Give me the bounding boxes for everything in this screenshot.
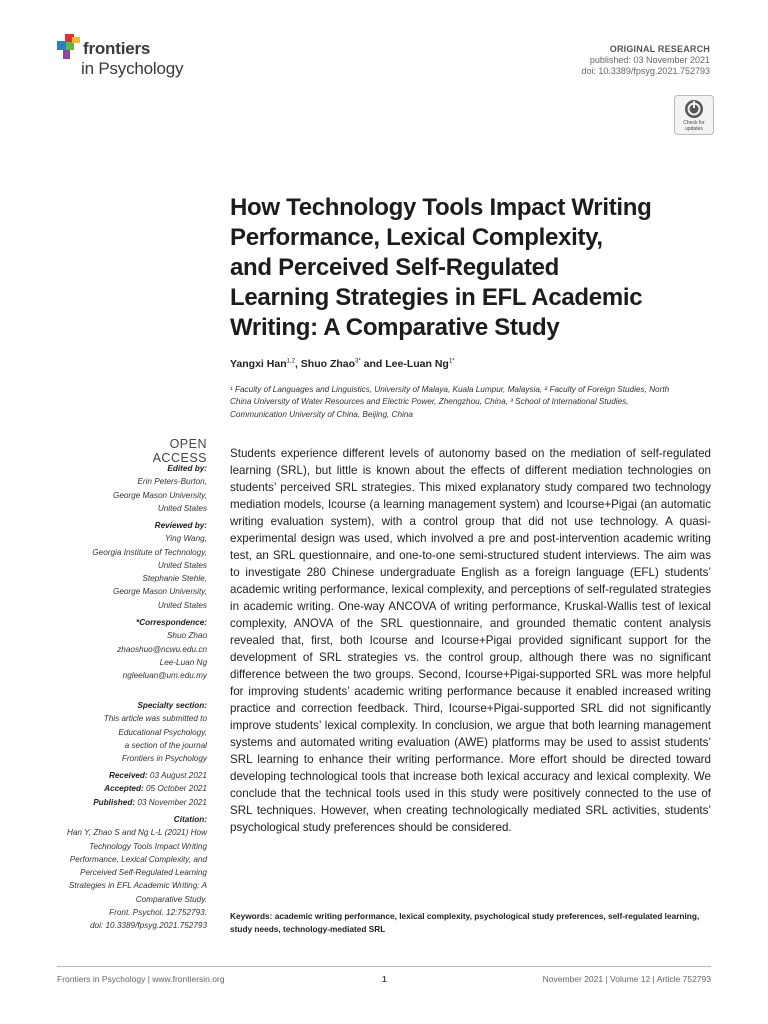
editor-line: George Mason University, bbox=[112, 490, 207, 500]
received-date: 03 August 2021 bbox=[147, 771, 207, 780]
article-type: ORIGINAL RESEARCH bbox=[609, 44, 710, 54]
affiliation-line: ¹ Faculty of Languages and Linguistics, University of Malaya, Kuala Lumpur, Malaysia, ² Faculty of Foreign Studies, North bbox=[230, 385, 670, 394]
specialty-section bbox=[50, 699, 207, 765]
affiliation-line: Communication University of China, Beijing, China bbox=[230, 409, 413, 419]
specialty-label: Specialty section: bbox=[137, 701, 207, 710]
citation-label: Citation: bbox=[173, 815, 207, 824]
citation-line: Strategies in EFL Academic Writing: A bbox=[68, 881, 207, 891]
reviewer-line: Stephanie Stehle, bbox=[142, 574, 207, 584]
reviewer-line: George Mason University, bbox=[112, 587, 207, 597]
footer-journal[interactable]: Frontiers in Psychology | www.frontiersin.org bbox=[57, 974, 225, 984]
citation-line: Technology Tools Impact Writing bbox=[89, 841, 207, 851]
title-line: Learning Strategies in EFL Academic bbox=[230, 284, 643, 311]
article-title bbox=[230, 193, 720, 343]
correspondence-email[interactable]: ngleeluan@um.edu.my bbox=[122, 671, 207, 681]
citation-line: Perceived Self-Regulated Learning bbox=[80, 868, 207, 878]
journal-logo bbox=[57, 33, 207, 79]
author-affil-sup: 1,2 bbox=[286, 358, 295, 365]
title-line: and Perceived Self-Regulated bbox=[230, 254, 560, 281]
edited-by-section bbox=[50, 462, 207, 515]
abstract-text: Students experience different levels of autonomy based on the mediation of self-regulated learning (SRL), but little is known about the effects of different mediation technologies on students’ perceived SRL strategies. This mixed explanatory study compared two technology mediation models, Icourse (a learning management system) and Icourse+Pigai (an automatic writing evaluation system), with a control group that did not use technology. A quasi-experimental design was used, which involved a pre and post-intervention academic writing test, an SRL questionnaire, and one-to-one semi-structured student interviews. The aim was to investigate 280 Chinese undergraduate English as a foreign language (EFL) students’ academic writing performance, lexical complexity, and perceptions of self-regulated strategies in academic writing. One-way ANCOVA of writing performance, Kruskal-Wallis test of lexical complexity, ANOVA of the SRL questionnaire, and grounded thematic content analysis revealed that, first, both Icourse and Icourse+Pigai provided significant support for the development of SRL strategies vs. the control group, although there was no significant difference between the two groups. Second, Icourse+Pigai-supported SRL was more helpful for improving students’ academic writing performance because it enabled increased writing practice and correction feedback. Third, Icourse+Pigai-supported SRL did not significantly improve students’ lexical complexity. In conclusion, we argue that both learning management systems and automated writing evaluation (AWE) platforms may be used to assist students’ SRL learning to enhance their writing performance. More effort should be directed toward developing technological tools that increase both lexical accuracy and lexical complexity. We conclude that the technical tools used in this study were positively connected to the use of SRL techniques. However, when creating technologically mediated SRL activities, students’ psychological study preferences should be considered. bbox=[230, 447, 711, 834]
keywords: Keywords: academic writing performance, lexical complexity, psychological study preferences, self-regulated learning, study needs, technology-mediated SRL bbox=[230, 911, 700, 934]
affiliations bbox=[230, 384, 715, 421]
reviewer-line: Ying Wang, bbox=[164, 534, 207, 544]
check-for-updates-badge[interactable] bbox=[674, 95, 714, 135]
author-separator: , bbox=[294, 358, 301, 370]
correspondence-email[interactable]: zhaoshuo@ncwu.edu.cn bbox=[117, 644, 207, 654]
doi[interactable]: doi: 10.3389/fpsyg.2021.752793 bbox=[581, 66, 710, 76]
check-updates-icon bbox=[684, 99, 704, 119]
editor-line: Erin Peters-Burton, bbox=[137, 477, 207, 487]
dates-section bbox=[50, 769, 207, 809]
author-affil-sup: 3* bbox=[355, 358, 361, 365]
author-name[interactable]: Lee-Luan Ng bbox=[385, 358, 449, 370]
correspondence-section bbox=[50, 616, 207, 682]
footer-divider bbox=[57, 966, 711, 967]
reviewed-by-label: Reviewed by: bbox=[154, 521, 207, 530]
citation-section bbox=[50, 813, 207, 933]
author-separator: and bbox=[360, 358, 386, 370]
specialty-line: Frontiers in Psychology bbox=[121, 754, 207, 764]
correspondence-label: *Correspondence: bbox=[136, 618, 207, 627]
page-number: 1 bbox=[382, 974, 387, 984]
title-line: How Technology Tools Impact Writing bbox=[230, 194, 652, 221]
author-name[interactable]: Shuo Zhao bbox=[300, 358, 356, 370]
citation-line: Performance, Lexical Complexity, and bbox=[69, 854, 207, 864]
reviewed-by-section bbox=[50, 519, 207, 612]
edited-by-label: Edited by: bbox=[167, 464, 207, 473]
specialty-line: Educational Psychology, bbox=[118, 727, 207, 737]
frontiers-logo-icon bbox=[57, 34, 81, 60]
check-label-1: Check for bbox=[683, 120, 705, 126]
published-side-date: 03 November 2021 bbox=[135, 797, 207, 807]
citation-line: Comparative Study. bbox=[135, 894, 207, 904]
author-affil-sup: 1* bbox=[448, 358, 455, 365]
citation-line: Front. Psychol. 12:752793. bbox=[109, 908, 207, 918]
title-line: Writing: A Comparative Study bbox=[230, 314, 560, 341]
published-label: Published: bbox=[93, 797, 136, 807]
footer-issue: November 2021 | Volume 12 | Article 752793 bbox=[542, 974, 711, 984]
reviewer-line: United States bbox=[157, 600, 207, 610]
journal-name-bottom: in Psychology bbox=[81, 59, 184, 78]
specialty-line: a section of the journal bbox=[124, 740, 207, 750]
reviewer-line: United States bbox=[157, 560, 207, 570]
check-label-2: updates bbox=[685, 126, 703, 132]
published-date: published: 03 November 2021 bbox=[589, 55, 710, 65]
correspondence-line: Shuo Zhao bbox=[166, 631, 207, 641]
received-label: Received: bbox=[108, 771, 148, 780]
editor-line: United States bbox=[157, 503, 207, 513]
affiliation-line: China University of Water Resources and Electric Power, Zhengzhou, China, ³ School of International Studies, bbox=[230, 397, 629, 407]
open-access-label: OPEN ACCESS bbox=[152, 437, 207, 465]
citation-doi[interactable]: doi: 10.3389/fpsyg.2021.752793 bbox=[90, 921, 207, 931]
reviewer-line: Georgia Institute of Technology, bbox=[92, 547, 207, 557]
specialty-line: This article was submitted to bbox=[103, 714, 207, 724]
article-header bbox=[581, 44, 710, 77]
accepted-date: 05 October 2021 bbox=[143, 784, 207, 794]
author-name[interactable]: Yangxi Han bbox=[230, 358, 287, 370]
correspondence-line: Lee-Luan Ng bbox=[159, 657, 207, 667]
accepted-label: Accepted: bbox=[104, 784, 144, 794]
title-line: Performance, Lexical Complexity, bbox=[230, 224, 603, 251]
author-list bbox=[230, 358, 455, 370]
journal-name-top: frontiers bbox=[83, 39, 151, 58]
citation-line: Han Y, Zhao S and Ng L-L (2021) How bbox=[66, 828, 207, 838]
